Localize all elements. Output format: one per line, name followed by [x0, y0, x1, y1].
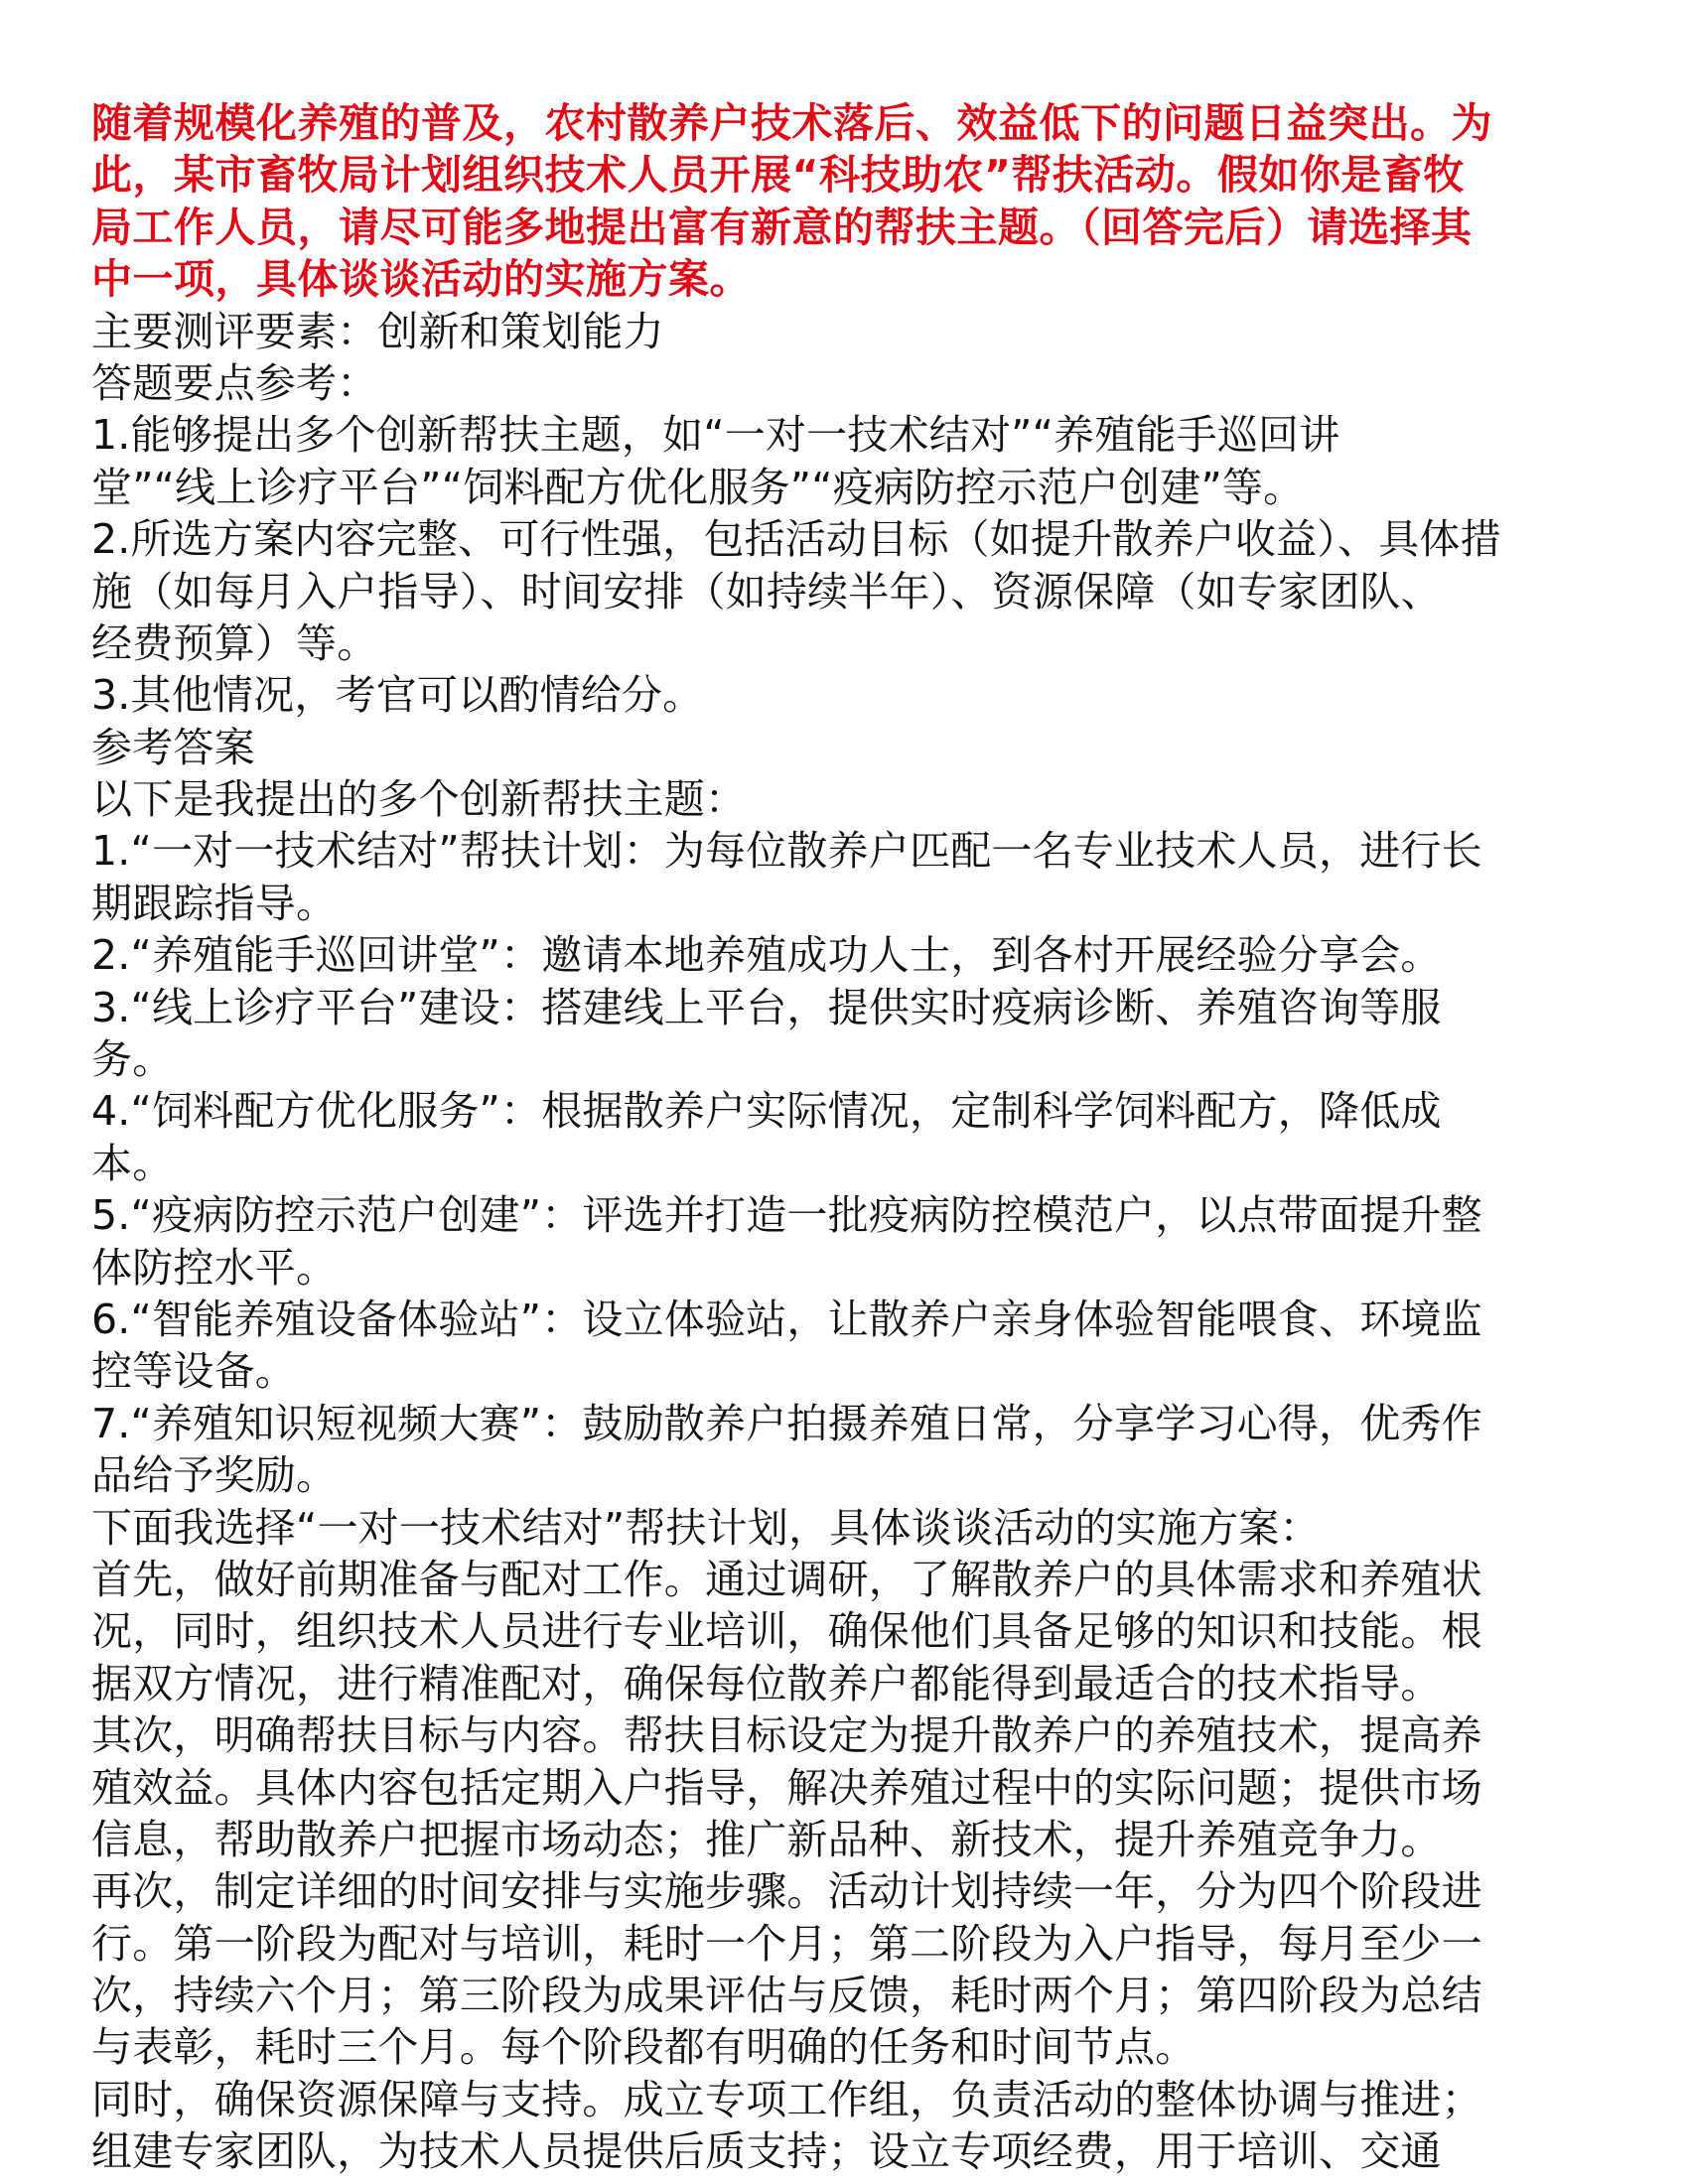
answer-text-line: 同时，确保资源保障与支持。成立专项工作组，负责活动的整体协调与推进； — [91, 2075, 1482, 2123]
answer-text-line: 1.“一对一技术结对”帮扶计划：为每位散养户匹配一名专业技术人员，进行长 — [91, 827, 1482, 876]
document-page — [91, 97, 1640, 2178]
answer-text-line: 2.所选方案内容完整、可行性强，包括活动目标（如提升散养户收益）、具体措 — [91, 515, 1501, 564]
answer-text-line: 再次，制定详细的时间安排与实施步骤。活动计划持续一年，分为四个阶段进 — [91, 1867, 1482, 1916]
question-text-line: 随着规模化养殖的普及，农村散养户技术落后、效益低下的问题日益突出。为 — [91, 99, 1492, 147]
answer-text-line: 体防控水平。 — [91, 1243, 338, 1292]
answer-text-line: 信息，帮助散养户把握市场动态；推广新品种、新技术，提升养殖竞争力。 — [91, 1815, 1442, 1863]
answer-text-line: 4.“饲料配方优化服务”：根据散养户实际情况，定制科学饲料配方，降低成 — [91, 1087, 1442, 1136]
answer-text-line: 务。 — [91, 1035, 174, 1084]
answer-text-line: 7.“养殖知识短视频大赛”：鼓励散养户拍摄养殖日常，分享学习心得，优秀作 — [91, 1399, 1482, 1447]
answer-text-line: 3.其他情况，考官可以酌情给分。 — [91, 671, 704, 720]
question-text-line: 局工作人员，请尽可能多地提出富有新意的帮扶主题。（回答完后）请选择其 — [91, 203, 1473, 251]
question-text-line: 中一项，具体谈谈活动的实施方案。 — [91, 255, 751, 304]
answer-text-line: 首先，做好前期准备与配对工作。通过调研，了解散养户的具体需求和养殖状 — [91, 1555, 1482, 1603]
answer-text-line: 控等设备。 — [91, 1347, 296, 1396]
answer-text-line: 本。 — [91, 1139, 174, 1187]
answer-text-line: 品给予奖励。 — [91, 1451, 338, 1500]
answer-text-line: 况，同时，组织技术人员进行专业培训，确保他们具备足够的知识和技能。根 — [91, 1607, 1482, 1656]
answer-text-line: 1.能够提出多个创新帮扶主题，如“一对一技术结对”“养殖能手巡回讲 — [91, 411, 1340, 460]
answer-text-line: 其次，明确帮扶目标与内容。帮扶目标设定为提升散养户的养殖技术，提高养 — [91, 1711, 1482, 1760]
answer-text-line: 与表彰，耗时三个月。每个阶段都有明确的任务和时间节点。 — [91, 2023, 1196, 2072]
answer-text-line: 主要测评要素：创新和策划能力 — [91, 307, 664, 355]
answer-text-line: 下面我选择“一对一技术结对”帮扶计划，具体谈谈活动的实施方案： — [91, 1503, 1321, 1552]
answer-text-line: 殖效益。具体内容包括定期入户指导，解决养殖过程中的实际问题；提供市场 — [91, 1763, 1482, 1812]
answer-text-line: 组建专家团队，为技术人员提供后质支持；设立专项经费，用于培训、交通 — [91, 2127, 1442, 2176]
answer-text-line: 经费预算）等。 — [91, 618, 378, 667]
answer-text-line: 3.“线上诊疗平台”建设：搭建线上平台，提供实时疫病诊断、养殖咨询等服 — [91, 983, 1442, 1031]
answer-text-line: 以下是我提出的多个创新帮扶主题： — [91, 775, 747, 824]
answer-text-line: 参考答案 — [91, 723, 255, 771]
answer-text-line: 据双方情况，进行精准配对，确保每位散养户都能得到最适合的技术指导。 — [91, 1659, 1442, 1707]
answer-text-line: 次，持续六个月；第三阶段为成果评估与反馈，耗时两个月；第四阶段为总结 — [91, 1972, 1482, 2020]
answer-text-line: 堂”“线上诊疗平台”“饲料配方优化服务”“疫病防控示范户创建”等。 — [91, 463, 1305, 511]
answer-text-line: 答题要点参考： — [91, 358, 378, 407]
answer-text-line: 施（如每月入户指导）、时间安排（如持续半年）、资源保障（如专家团队、 — [91, 567, 1442, 615]
answer-text-line: 6.“智能养殖设备体验站”：设立体验站，让散养户亲身体验智能喂食、环境监 — [91, 1295, 1482, 1343]
answer-text-line: 2.“养殖能手巡回讲堂”：邀请本地养殖成功人士，到各村开展经验分享会。 — [91, 931, 1442, 980]
answer-text-line: 5.“疫病防控示范户创建”：评选并打造一批疫病防控模范户，以点带面提升整 — [91, 1191, 1482, 1240]
answer-text-line: 行。第一阶段为配对与培训，耗时一个月；第二阶段为入户指导，每月至少一 — [91, 1919, 1482, 1968]
answer-text-line: 期跟踪指导。 — [91, 879, 338, 927]
question-text-line: 此，某市畜牧局计划组织技术人员开展“科技助农”帮扶活动。假如你是畜牧 — [91, 151, 1465, 200]
